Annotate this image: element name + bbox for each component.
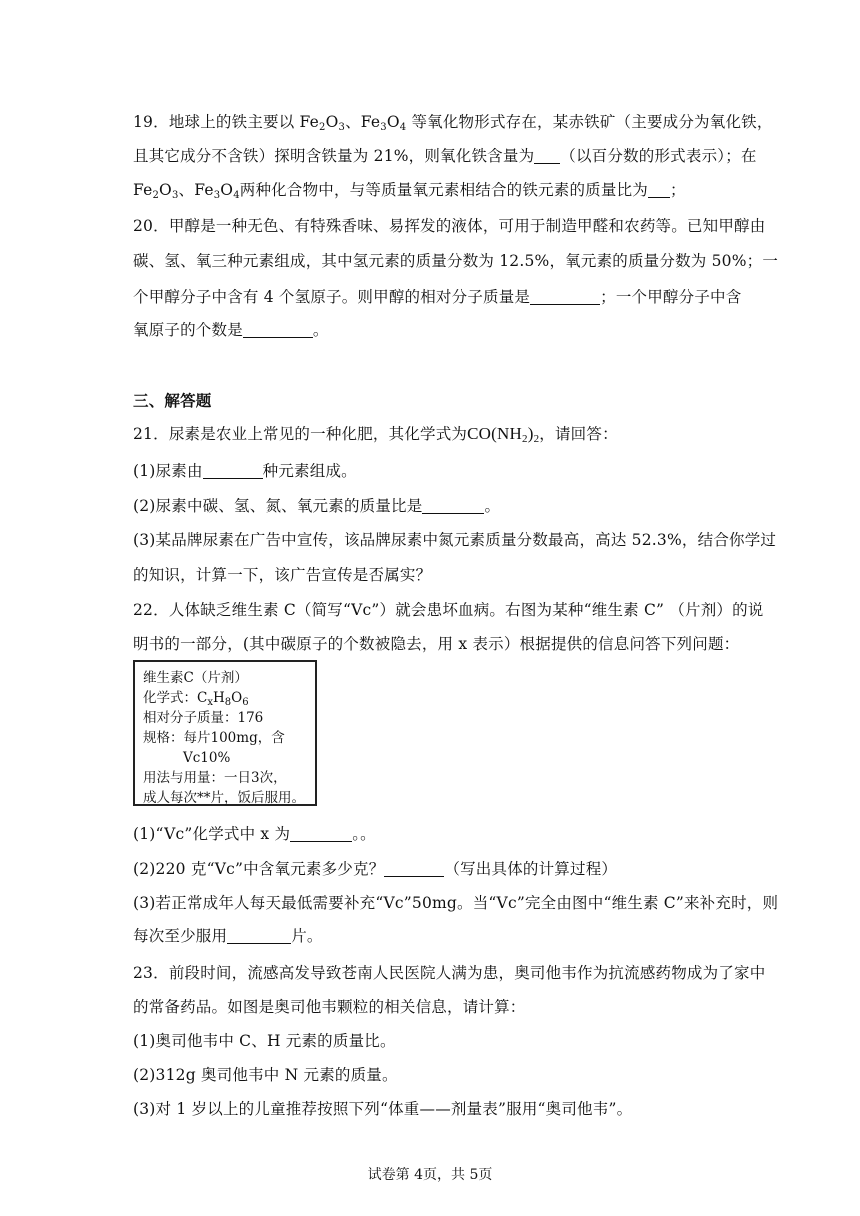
q22-blank-1[interactable]	[290, 826, 352, 843]
q22-part-3-line-2: 每次至少服用 片。	[133, 927, 323, 945]
q21-part-3-line-1: (3)某品牌尿素在广告中宣传，该品牌尿素中氮元素质量分数最高，高达 52.3%，结合你学过	[133, 531, 777, 549]
q19-blank-1[interactable]	[534, 148, 560, 165]
q21-blank-2[interactable]	[422, 498, 484, 515]
q23-line-2: 的常备药品。如图是奥司他韦颗粒的相关信息，请计算：	[133, 998, 526, 1016]
urea-formula: $CO(NH_2)_2$	[467, 424, 540, 445]
q20-line-2: 碳、氢、氧三种元素组成，其中氢元素的质量分数为 12.5%，氧元素的质量分数为 50%；一	[133, 252, 779, 270]
vitamin-c-label-box	[133, 660, 317, 806]
q22-blank-3[interactable]	[227, 928, 291, 945]
q22-part-1: (1)“Vc”化学式中 x 为 。。	[133, 825, 376, 843]
q19-blank-2[interactable]	[648, 182, 670, 199]
q22-line-2: 明书的一部分，(其中碳原子的个数被隐去，用 x 表示）根据提供的信息问答下列问题：	[133, 635, 740, 653]
q23-line-1: 23．前段时间，流感高发导致苍南人民医院人满为患，奥司他韦作为抗流感药物成为了家中	[133, 964, 766, 982]
page-footer: 试卷第 4页，共 5页	[367, 1167, 493, 1183]
label-mass: 相对分子质量：176	[143, 710, 264, 726]
q20-line-1: 20．甲醇是一种无色、有特殊香味、易挥发的液体，可用于制造甲醛和农药等。已知甲醇由	[133, 217, 766, 235]
q19-line-2: 且其它成分不含铁）探明含铁量为 21%，则氧化铁含量为 （以百分数的形式表示）；在	[133, 147, 757, 165]
q20-blank-2[interactable]	[243, 322, 313, 339]
q22-blank-2[interactable]	[384, 861, 444, 878]
q22-line-1: 22．人体缺乏维生素 C（简写“Vc”）就会患坏血病。右图为某种“维生素 C” （片剂）的说	[133, 601, 764, 619]
q21-blank-1[interactable]	[203, 463, 263, 480]
q20-blank-1[interactable]	[530, 289, 600, 306]
q21-part-3-line-2: 的知识，计算一下，该广告宣传是否属实？	[133, 566, 432, 584]
q21-part-1: (1)尿素由 种元素组成。	[133, 462, 357, 480]
q23-part-3: (3)对 1 岁以上的儿童推荐按照下列“体重——剂量表”服用“奥司他韦”。	[133, 1100, 633, 1118]
q21-part-2: (2)尿素中碳、氢、氮、氧元素的质量比是 。	[133, 497, 501, 515]
q20-line-4: 氧原子的个数是 。	[133, 321, 329, 339]
label-formula: 化学式：$C_xH_8O_6$	[143, 690, 249, 708]
q19-line-1: 19．地球上的铁主要以 $Fe_2O_3$、$Fe_3O_4$ 等氧化物形式存在，某赤铁矿（主要成分为氧化铁，	[133, 113, 773, 133]
q23-part-2: (2)312g 奥司他韦中 N 元素的质量。	[133, 1066, 398, 1084]
q22-part-2: (2)220 克“Vc”中含氧元素多少克？ （写出具体的计算过程）	[133, 860, 618, 878]
section-title-3: 三、解答题	[133, 391, 212, 410]
label-spec-2: Vc10%	[183, 750, 231, 766]
q20-line-3: 个甲醇分子中含有 4 个氢原子。则甲醇的相对分子质量是 ；一个甲醇分子中含	[133, 288, 742, 306]
label-title: 维生素C（片剂）	[143, 670, 248, 686]
label-usage-1: 用法与用量：一日3次，	[143, 770, 287, 786]
label-spec-1: 规格：每片100mg，含	[143, 730, 285, 746]
q23-part-1: (1)奥司他韦中 C、H 元素的质量比。	[133, 1032, 396, 1050]
label-usage-2: 成人每次**片，饭后服用。	[143, 790, 305, 806]
q21-line-1: 21．尿素是农业上常见的一种化肥，其化学式为$CO(NH_2)_2$，请回答：	[133, 424, 618, 445]
q19-line-3: $Fe_2O_3$、$Fe_3O_4$两种化合物中，与等质量氧元素相结合的铁元素的质量比为 ；	[133, 181, 686, 201]
q22-part-3-line-1: (3)若正常成年人每天最低需要补充“Vc”50mg。当“Vc”完全由图中“维生素 C”来补充时，则	[133, 894, 779, 912]
